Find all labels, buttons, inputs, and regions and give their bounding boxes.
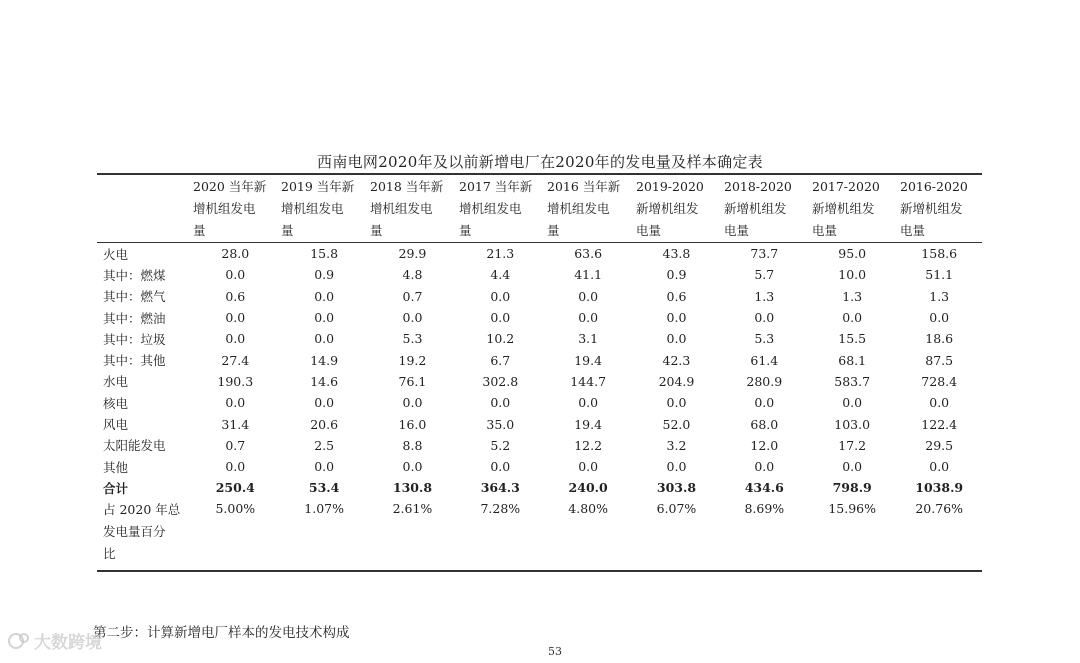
table-cell: 250.4 [215,480,255,496]
table-cell: 798.9 [832,480,872,496]
table-cell: 68.0 [750,416,779,432]
table-cell: 434.6 [744,480,784,496]
table-cell: 303.8 [656,480,697,496]
table-row [97,264,982,285]
table-cell: 1.3 [929,288,950,304]
table-title: 西南电网2020年及以前新增电厂在2020年的发电量及样本确定表 [317,153,763,171]
table-row [97,435,982,456]
table-cell: 20.6 [310,416,339,432]
table-cell: 21.3 [486,246,515,262]
table-cell: 0.0 [754,310,775,326]
row-label: 其中：燃油 [103,310,166,326]
table-cell: 0.6 [666,288,687,304]
table-cell: 122.4 [921,416,958,432]
table-cell: 0.0 [225,310,246,326]
table-row [97,413,982,434]
table-cell: 29.5 [925,437,954,453]
table-cell: 95.0 [838,246,867,262]
table-cell: 0.0 [314,310,335,326]
table-cell: 51.1 [925,267,954,283]
table-row [97,307,982,328]
column-header: 2019-2020 新增机组发 电量 [636,179,704,238]
table-row [97,456,982,477]
table-row [97,499,982,565]
table-bottom-rule [97,570,982,572]
row-label: 风电 [103,417,129,433]
table-cell: 0.0 [929,395,950,411]
table-row [97,392,982,413]
table-cell: 2.5 [314,437,335,453]
row-label: 太阳能发电 [103,438,166,454]
column-header: 2020 当年新 增机组发电 量 [193,179,267,238]
data-table [97,243,982,565]
table-cell: 0.0 [314,331,335,347]
table-cell: 16.0 [398,416,427,432]
row-label: 其中：其他 [103,353,166,369]
table-cell: 0.0 [402,395,423,411]
table-cell: 14.9 [310,352,339,368]
table-cell: 6.07% [656,500,697,516]
row-label: 合计 [103,480,129,496]
table-cell: 0.0 [666,331,687,347]
column-header: 2016 当年新 增机组发电 量 [547,179,621,238]
table-cell: 190.3 [217,373,254,389]
table-cell: 61.4 [750,352,779,368]
table-cell: 0.0 [666,310,687,326]
table-cell: 0.0 [490,395,511,411]
table-cell: 0.0 [490,288,511,304]
column-header: 2019 当年新 增机组发电 量 [281,179,355,238]
table-cell: 158.6 [921,246,958,262]
row-label: 水电 [103,374,129,390]
table-cell: 42.3 [662,352,691,368]
table-cell: 8.8 [402,437,423,453]
table-cell: 8.69% [744,500,785,516]
row-label: 火电 [103,246,129,262]
table-cell: 0.0 [578,395,599,411]
table-cell: 15.5 [838,331,867,347]
column-header: 2018-2020 新增机组发 电量 [724,179,792,238]
logo-icon [8,632,30,650]
table-row [97,371,982,392]
table-cell: 5.2 [490,437,511,453]
table-cell: 14.6 [310,373,339,389]
row-label: 其他 [103,459,129,475]
table-cell: 15.8 [310,246,339,262]
table-cell: 0.0 [929,459,950,475]
table-cell: 240.0 [568,480,608,496]
table-row [97,477,982,498]
table-cell: 3.2 [666,437,687,453]
table-cell: 0.0 [578,310,599,326]
table-cell: 41.1 [574,267,603,283]
table-cell: 728.4 [921,373,958,389]
table-cell: 2.61% [392,500,433,516]
table-cell: 0.0 [842,459,863,475]
table-cell: 27.4 [221,352,250,368]
table-cell: 63.6 [574,246,603,262]
row-label: 其中：燃煤 [103,267,166,283]
table-cell: 5.7 [754,267,775,283]
step-heading: 第二步：计算新增电厂样本的发电技术构成 [93,625,350,641]
row-label-text: 占 2020 年总 发电量百分 比 [103,501,181,561]
table-cell: 4.8 [402,267,423,283]
table-cell: 0.0 [842,310,863,326]
table-cell: 10.2 [486,331,515,347]
table-cell: 20.76% [915,500,964,516]
table-cell: 0.0 [314,459,335,475]
table-cell: 17.2 [838,437,867,453]
table-cell: 0.7 [402,288,423,304]
table-cell: 0.0 [225,395,246,411]
table-cell: 0.0 [314,395,335,411]
table-cell: 364.3 [480,480,520,496]
table-cell: 31.4 [221,416,250,432]
table-cell: 0.0 [578,288,599,304]
table-cell: 0.0 [225,331,246,347]
table-row [97,328,982,349]
table-cell: 1.3 [842,288,863,304]
table-cell: 0.0 [666,395,687,411]
table-cell: 130.8 [392,480,433,496]
table-top-rule [97,173,982,175]
table-cell: 68.1 [838,352,867,368]
table-cell: 76.1 [398,373,427,389]
table-cell: 0.9 [666,267,687,283]
table-cell: 5.3 [754,331,775,347]
row-label: 其中：垃圾 [103,331,166,347]
column-header: 2016-2020 新增机组发 电量 [900,179,968,238]
column-header: 2018 当年新 增机组发电 量 [370,179,444,238]
table-cell: 12.0 [750,437,779,453]
table-cell: 0.0 [225,459,246,475]
table-cell: 0.0 [578,459,599,475]
table-cell: 1.3 [754,288,775,304]
table-cell: 4.80% [568,500,608,516]
watermark [8,628,102,653]
table-cell: 0.0 [490,310,511,326]
table-cell: 583.7 [834,373,871,389]
table-cell: 53.4 [308,480,340,496]
table-cell: 103.0 [834,416,871,432]
table-cell: 0.0 [666,459,687,475]
table-cell: 18.6 [925,331,954,347]
table-cell: 35.0 [486,416,515,432]
table-cell: 0.9 [314,267,335,283]
row-label: 其中：燃气 [103,289,166,305]
table-cell: 5.3 [402,331,423,347]
table-cell: 0.0 [842,395,863,411]
page-number: 53 [548,645,562,658]
table-cell: 0.0 [754,459,775,475]
table-cell: 0.0 [225,267,246,283]
table-cell: 52.0 [662,416,691,432]
table-cell: 28.0 [221,246,250,262]
table-cell: 204.9 [658,373,695,389]
table-row [97,286,982,307]
table-cell: 73.7 [750,246,779,262]
table-cell: 0.6 [225,288,246,304]
column-header: 2017 当年新 增机组发电 量 [459,179,533,238]
table-cell: 7.28% [480,500,521,516]
table-cell: 10.0 [838,267,867,283]
table-cell: 5.00% [215,500,256,516]
table-cell: 302.8 [482,373,519,389]
table-cell: 29.9 [398,246,427,262]
table-cell: 15.96% [828,500,877,516]
table-cell: 12.2 [574,437,603,453]
table-cell: 43.8 [662,246,691,262]
table-row [97,243,982,264]
row-label: 核电 [103,395,129,411]
table-cell: 144.7 [570,373,607,389]
table-cell: 0.0 [314,288,335,304]
table-cell: 0.0 [929,310,950,326]
watermark-text: 大数跨境 [34,633,102,653]
table-cell: 0.0 [402,310,423,326]
table-cell: 0.0 [754,395,775,411]
table-cell: 0.0 [490,459,511,475]
table-cell: 4.4 [490,267,511,283]
table-cell: 19.4 [574,352,603,368]
table-cell: 0.0 [402,459,423,475]
table-cell: 3.1 [578,331,599,347]
table-cell: 1.07% [304,500,344,516]
table-cell: 6.7 [490,352,511,368]
table-cell: 1038.9 [915,480,964,496]
table-cell: 87.5 [925,352,954,368]
table-cell: 19.2 [398,352,427,368]
table-row [97,349,982,370]
row-label [97,499,191,565]
column-header: 2017-2020 新增机组发 电量 [812,179,880,238]
table-cell: 19.4 [574,416,603,432]
table-cell: 280.9 [746,373,783,389]
table-cell: 0.7 [225,437,246,453]
